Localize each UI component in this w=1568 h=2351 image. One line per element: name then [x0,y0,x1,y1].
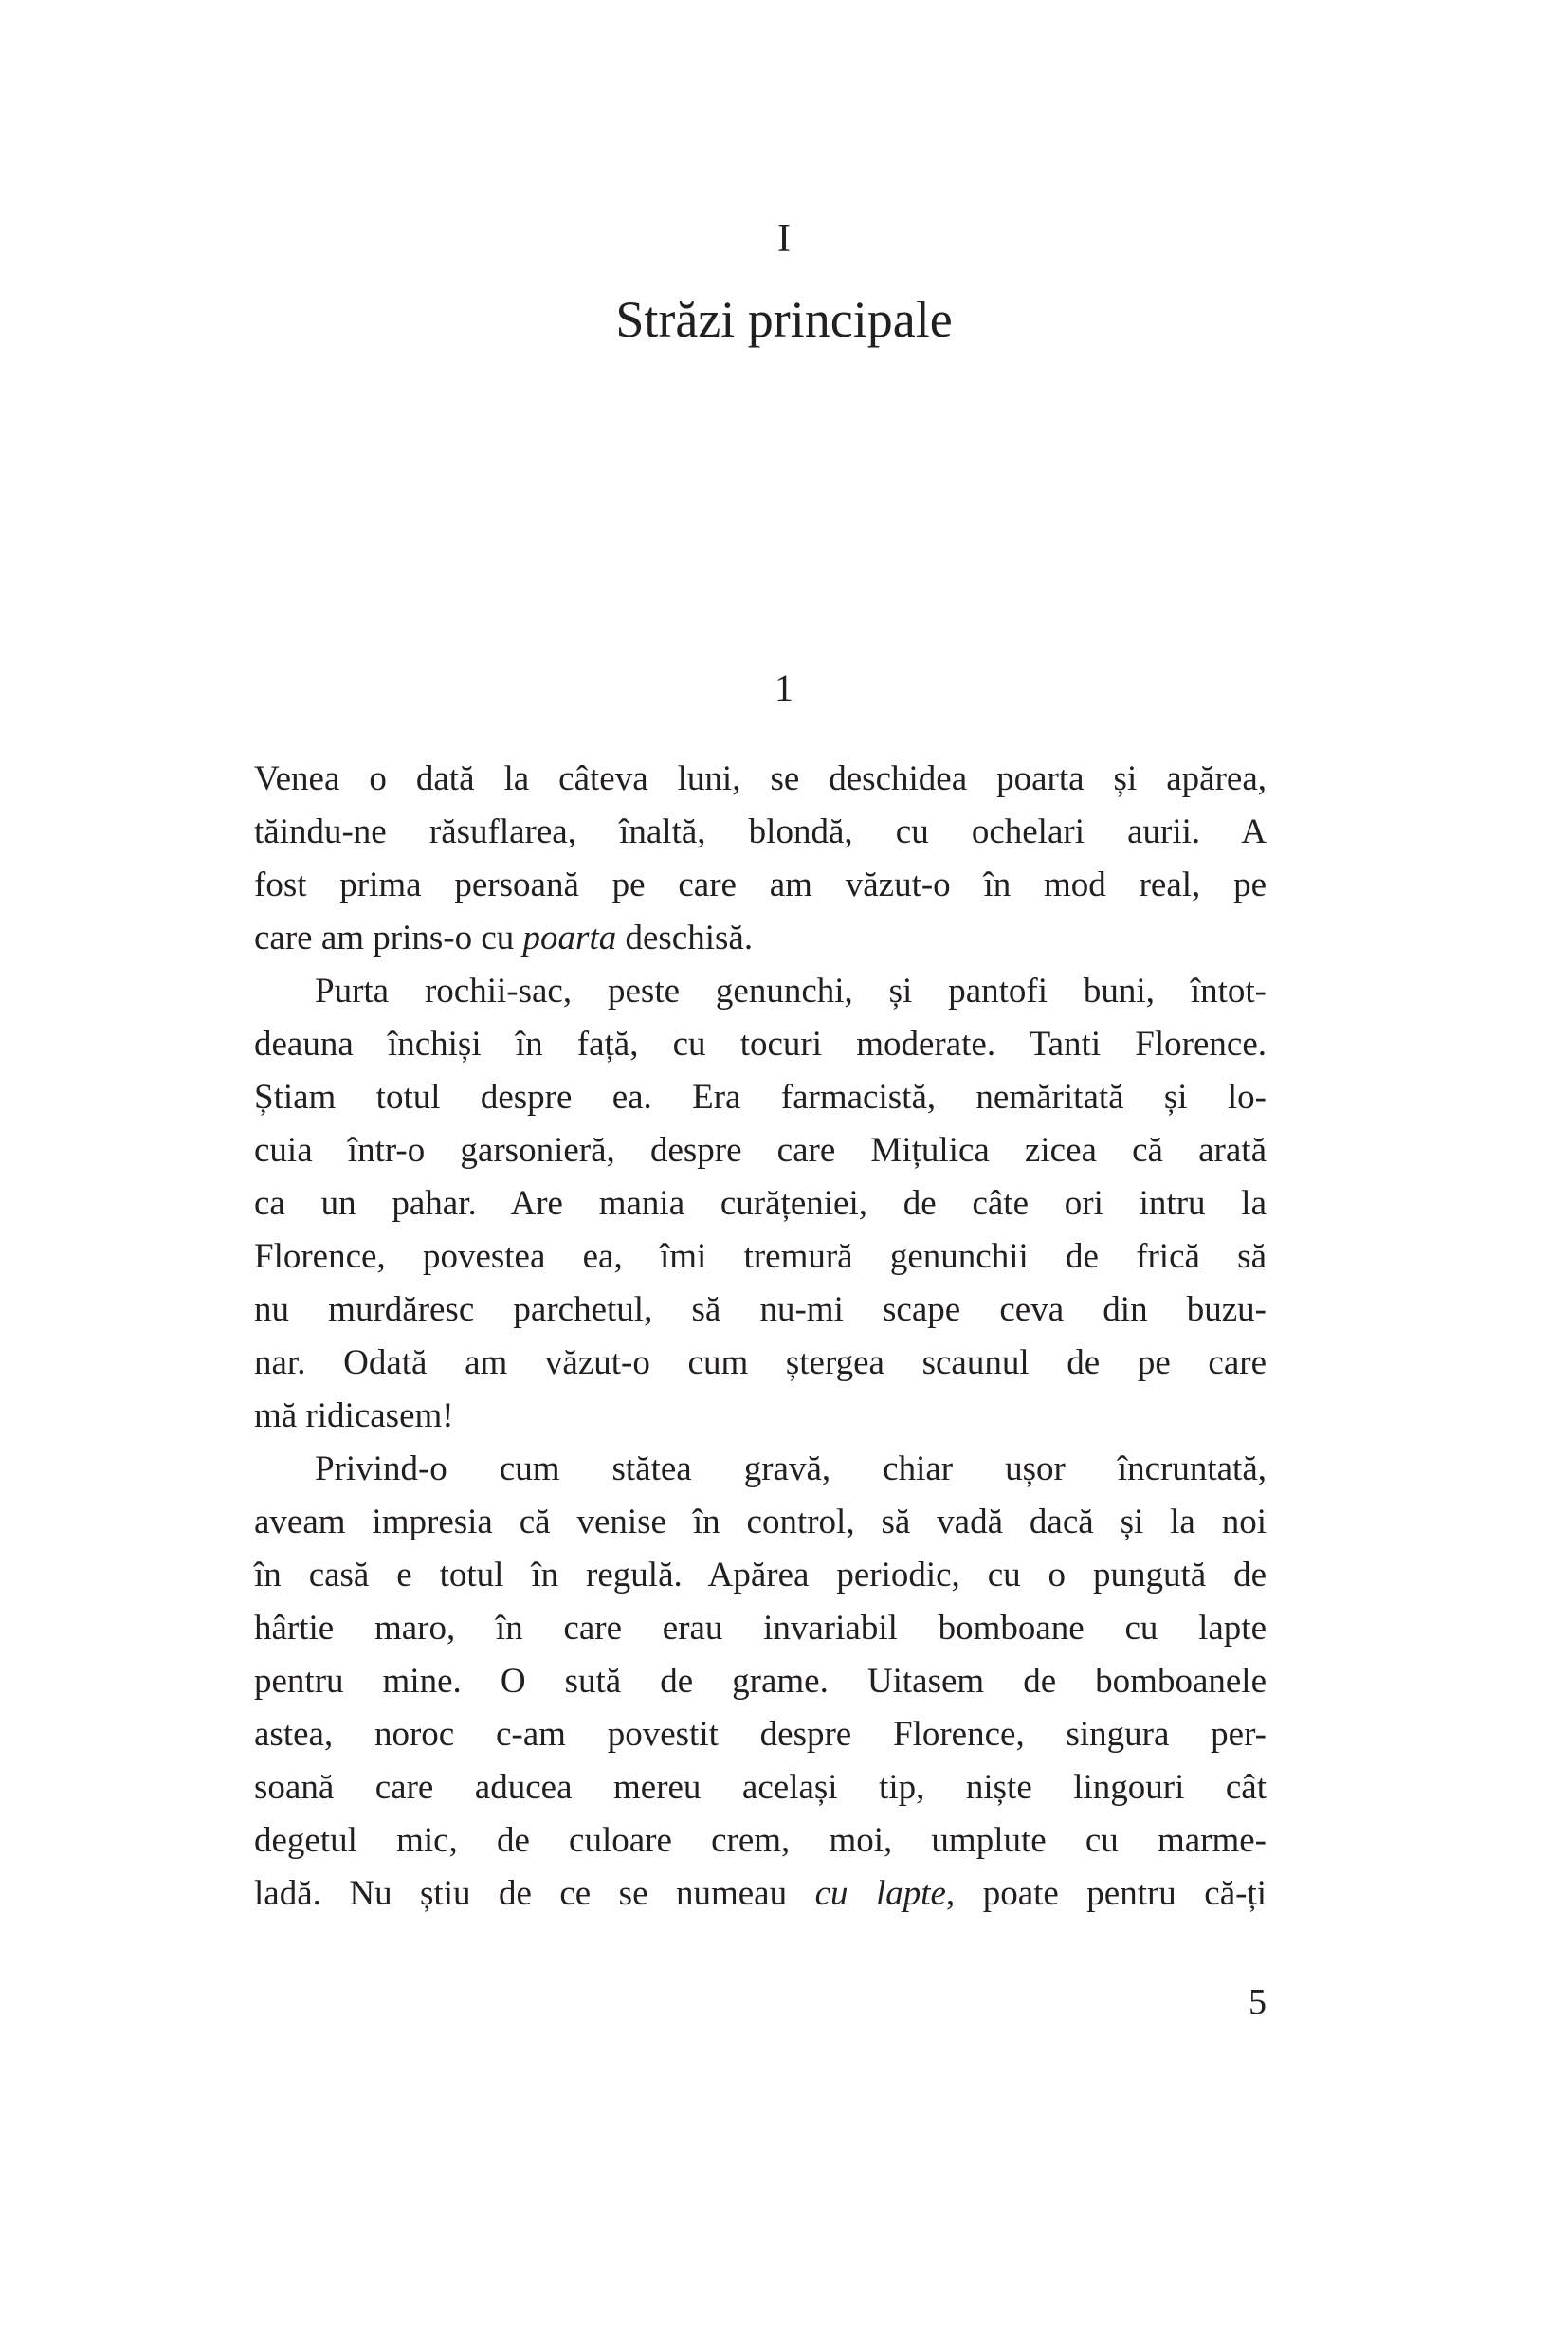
text-line [254,1018,1267,1071]
text-segment: aveam impresia că venise în control, să vadă dacă și la noi [254,1503,1267,1541]
text-segment: în casă e totul în regulă. Apărea periodic, cu o pungută de [254,1556,1267,1595]
paragraph [254,753,1267,965]
text-segment: ladă. Nu știu de ce se numeau [254,1874,815,1913]
text-line [254,753,1267,806]
text-segment: tăindu-ne răsuflarea, înaltă, blondă, cu ochelari aurii. A [254,812,1267,851]
text-line [254,1284,1267,1337]
chapter-title: Străzi principale [615,291,953,348]
text-line [254,965,1267,1018]
text-segment: nu murdăresc parchetul, să nu-mi scape ceva din buzu- [254,1290,1267,1329]
text-line [254,1124,1267,1177]
text-line [254,1708,1267,1761]
italic-text: cu lapte [814,1874,946,1913]
paragraph [254,965,1267,1443]
text-line [254,1177,1267,1230]
text-segment: Venea o dată la câteva luni, se deschidea poarta și apărea, [254,759,1267,798]
text-segment: ca un pahar. Are mania curățeniei, de câte ori intru la [254,1184,1267,1223]
paragraph [254,1443,1267,1921]
text-segment: astea, noroc c-am povestit despre Florence, singura per- [254,1715,1267,1754]
text-segment: degetul mic, de culoare crem, moi, umplute cu marme- [254,1821,1267,1860]
text-line [254,1337,1267,1390]
text-segment: Florence, povestea ea, îmi tremură genunchii de frică să [254,1237,1267,1276]
text-line [254,1071,1267,1124]
text-line [254,1655,1267,1708]
text-segment: deschisă. [616,919,754,957]
text-line [254,912,1267,965]
text-line [254,806,1267,859]
text-line [254,1602,1267,1655]
text-segment: , poate pentru că-ți [945,1874,1267,1913]
text-line [254,859,1267,912]
body-text [254,753,1267,1921]
text-segment: mă ridicasem! [254,1396,454,1435]
text-line [254,1761,1267,1814]
text-line [254,1496,1267,1549]
text-segment: Știam totul despre ea. Era farmacistă, nemăritată și lo- [254,1078,1267,1117]
page-number: 5 [1249,1982,1267,2022]
text-segment: Purta rochii-sac, peste genunchi, și pantofi buni, întot- [315,972,1267,1011]
text-segment: pentru mine. O sută de grame. Uitasem de bomboanele [254,1662,1267,1701]
text-line [254,1390,1267,1443]
part-number: I [777,217,791,261]
text-segment: Privind-o cum stătea gravă, chiar ușor încruntată, [315,1449,1267,1488]
text-line [254,1443,1267,1496]
section-number: 1 [775,666,793,709]
text-line [254,1868,1267,1921]
text-line [254,1230,1267,1284]
text-segment: nar. Odată am văzut-o cum ștergea scaunul de pe care [254,1343,1267,1382]
text-segment: deauna închiși în față, cu tocuri moderate. Tanti Florence. [254,1025,1267,1064]
text-segment: soană care aducea mereu același tip, niște lingouri cât [254,1768,1267,1807]
text-line [254,1549,1267,1602]
text-line [254,1814,1267,1868]
text-segment: hârtie maro, în care erau invariabil bomboane cu lapte [254,1609,1267,1648]
text-segment: care am prins-o cu [254,919,523,957]
text-segment: cuia într-o garsonieră, despre care Mițulica zicea că arată [254,1131,1267,1170]
italic-text: poarta [522,919,617,957]
text-segment: fost prima persoană pe care am văzut-o în mod real, pe [254,866,1267,904]
